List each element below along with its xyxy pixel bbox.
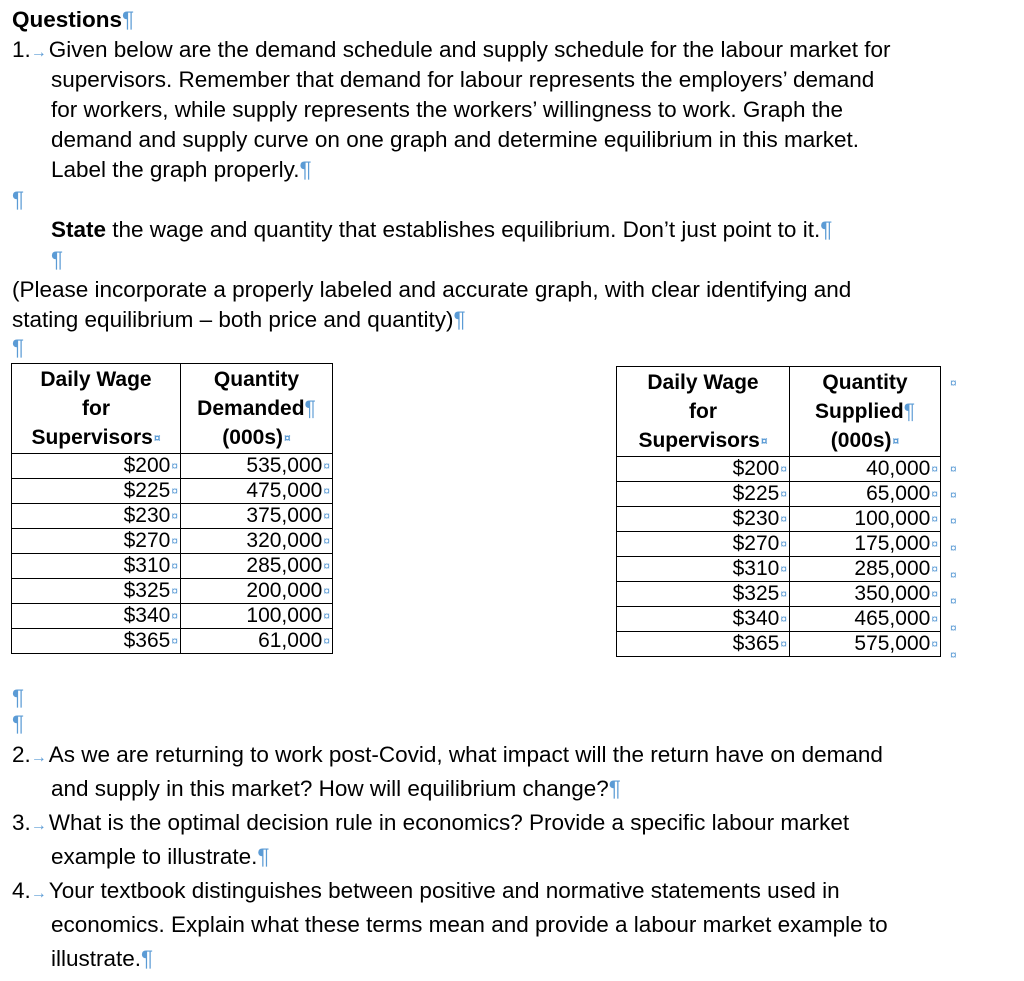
cell-end-mark: ¤ — [153, 431, 161, 445]
supply-qty-cell — [790, 482, 941, 507]
demand-wage-cell — [12, 579, 181, 604]
qty-value: 175,000 — [854, 532, 931, 555]
cell-end-mark: ¤ — [171, 634, 178, 648]
qty-value: 475,000 — [246, 479, 323, 502]
pilcrow-mark: ¶ — [820, 217, 833, 242]
cell-end-mark: ¤ — [931, 562, 938, 576]
wage-value: $225 — [123, 479, 171, 502]
table-row — [617, 582, 941, 607]
demand-qty-cell — [181, 504, 333, 529]
cell-end-mark: ¤ — [171, 609, 178, 623]
heading-text: Questions — [12, 7, 123, 32]
cell-end-mark: ¤ — [931, 637, 938, 651]
table-row — [12, 604, 333, 629]
cell-end-mark: ¤ — [780, 637, 787, 651]
qty-value: 65,000 — [866, 482, 931, 505]
pilcrow-mark: ¶ — [608, 776, 621, 801]
wage-value: $340 — [123, 604, 171, 627]
header-line: Supervisors — [638, 429, 760, 452]
wage-value: $200 — [123, 454, 171, 477]
demand-wage-cell — [12, 529, 181, 554]
pilcrow-mark: ¶ — [903, 400, 915, 423]
demand-qty-cell — [181, 604, 333, 629]
q3-text-2: example to illustrate. — [51, 844, 258, 869]
q1-line-1 — [12, 35, 891, 68]
wage-value: $325 — [123, 579, 171, 602]
cell-end-mark: ¤ — [284, 431, 291, 445]
supply-qty-cell — [790, 632, 941, 657]
supply-qty-cell — [790, 582, 941, 607]
q4-text-1: Your textbook distinguishes between positive and normative statements used in — [48, 878, 840, 903]
demand-wage-cell — [12, 504, 181, 529]
q4-text-2: economics. Explain what these terms mean and provide a labour market example to — [51, 912, 888, 937]
q4-text-3: illustrate. — [51, 946, 142, 971]
empty-paragraph — [12, 333, 24, 363]
q2-number: 2. — [12, 742, 31, 767]
q3-number: 3. — [12, 810, 31, 835]
supply-qty-cell — [790, 607, 941, 632]
wage-value: $230 — [123, 504, 171, 527]
q3-line-1 — [12, 808, 849, 841]
supply-qty-header — [790, 367, 941, 457]
demand-wage-header — [12, 364, 181, 454]
cell-end-mark: ¤ — [323, 634, 330, 648]
row-end-mark: ¤ — [950, 621, 957, 635]
header-line: Supplied — [815, 400, 904, 423]
q1-text-2: supervisors. Remember that demand for labour represents the employers’ demand — [51, 67, 875, 92]
cell-end-mark: ¤ — [171, 584, 178, 598]
supply-wage-cell — [617, 632, 790, 657]
cell-end-mark: ¤ — [323, 559, 330, 573]
tab-arrow-icon: → — [30, 885, 47, 902]
q4-line-2 — [51, 910, 888, 940]
qty-value: 285,000 — [854, 557, 931, 580]
q1-line-2 — [51, 65, 874, 95]
q2-text-2: and supply in this market? How will equilibrium change? — [51, 776, 609, 801]
qty-value: 200,000 — [246, 579, 323, 602]
cell-end-mark: ¤ — [931, 487, 938, 501]
header-line: Quantity — [213, 368, 300, 391]
demand-qty-cell — [181, 554, 333, 579]
supply-wage-cell — [617, 607, 790, 632]
q2-line-2 — [51, 774, 621, 804]
supply-wage-cell — [617, 557, 790, 582]
table-header-row — [12, 364, 333, 454]
header-line: for — [689, 400, 717, 423]
q3-text-1: What is the optimal decision rule in economics? Provide a specific labour market — [48, 810, 850, 835]
demand-wage-cell — [12, 554, 181, 579]
table-row — [12, 479, 333, 504]
cell-end-mark: ¤ — [780, 537, 787, 551]
cell-end-mark: ¤ — [931, 462, 938, 476]
qty-value: 61,000 — [258, 629, 323, 652]
cell-end-mark: ¤ — [931, 512, 938, 526]
demand-qty-header — [181, 364, 333, 454]
q1-line-4 — [51, 125, 859, 155]
qty-value: 100,000 — [246, 604, 323, 627]
q1-text-1: Given below are the demand schedule and supply schedule for the labour market for — [48, 37, 891, 62]
supply-qty-cell — [790, 557, 941, 582]
q1-note-text-1: (Please incorporate a properly labeled and accurate graph, with clear identifying and — [12, 277, 852, 302]
q3-line-2 — [51, 842, 269, 872]
cell-end-mark: ¤ — [171, 559, 178, 573]
pilcrow-mark: ¶ — [12, 685, 25, 710]
q1-text-3: for workers, while supply represents the workers’ willingness to work. Graph the — [51, 97, 843, 122]
empty-paragraph — [12, 185, 24, 215]
pilcrow-mark: ¶ — [12, 711, 25, 736]
cell-end-mark: ¤ — [171, 509, 178, 523]
tab-arrow-icon: → — [30, 44, 47, 61]
demand-schedule-table — [11, 363, 333, 654]
header-line: Daily Wage — [40, 368, 152, 391]
header-line: (000s) — [222, 426, 283, 449]
demand-wage-cell — [12, 454, 181, 479]
table-row — [617, 482, 941, 507]
table-row — [617, 457, 941, 482]
table-row — [12, 554, 333, 579]
pilcrow-mark: ¶ — [299, 157, 312, 182]
qty-value: 285,000 — [246, 554, 323, 577]
supply-wage-cell — [617, 532, 790, 557]
q1-note-text-2: stating equilibrium – both price and quantity) — [12, 307, 454, 332]
cell-end-mark: ¤ — [780, 512, 787, 526]
supply-wage-cell — [617, 482, 790, 507]
cell-end-mark: ¤ — [760, 434, 768, 448]
supply-wage-cell — [617, 582, 790, 607]
row-end-mark: ¤ — [950, 568, 957, 582]
header-line: for — [82, 397, 110, 420]
pilcrow-mark: ¶ — [122, 7, 135, 32]
q4-line-3 — [51, 944, 153, 974]
cell-end-mark: ¤ — [323, 609, 330, 623]
demand-qty-cell — [181, 479, 333, 504]
cell-end-mark: ¤ — [171, 534, 178, 548]
wage-value: $200 — [732, 457, 780, 480]
q1-number: 1. — [12, 37, 31, 62]
row-end-mark: ¤ — [950, 376, 957, 390]
empty-paragraph — [51, 245, 63, 275]
pilcrow-mark: ¶ — [257, 844, 270, 869]
cell-end-mark: ¤ — [323, 534, 330, 548]
q4-number: 4. — [12, 878, 31, 903]
empty-paragraph — [12, 709, 24, 739]
cell-end-mark: ¤ — [780, 562, 787, 576]
pilcrow-mark: ¶ — [51, 247, 64, 272]
qty-value: 100,000 — [854, 507, 931, 530]
qty-value: 535,000 — [246, 454, 323, 477]
qty-value: 350,000 — [854, 582, 931, 605]
qty-value: 375,000 — [246, 504, 323, 527]
table-row — [12, 579, 333, 604]
q1-text-5: Label the graph properly. — [51, 157, 300, 182]
demand-qty-cell — [181, 529, 333, 554]
row-end-mark: ¤ — [950, 648, 957, 662]
table-row — [617, 557, 941, 582]
demand-qty-cell — [181, 629, 333, 654]
table-row — [12, 504, 333, 529]
supply-wage-header — [617, 367, 790, 457]
demand-wage-cell — [12, 479, 181, 504]
table-row — [617, 532, 941, 557]
q1-note-line-2 — [12, 305, 466, 335]
wage-value: $230 — [732, 507, 780, 530]
supply-schedule-table — [616, 366, 941, 657]
supply-wage-cell — [617, 457, 790, 482]
document-heading — [12, 5, 134, 35]
header-line: Demanded — [197, 397, 305, 420]
demand-wage-cell — [12, 604, 181, 629]
tab-arrow-icon: → — [30, 817, 47, 834]
cell-end-mark: ¤ — [171, 484, 178, 498]
q4-line-1 — [12, 876, 840, 909]
cell-end-mark: ¤ — [892, 434, 900, 448]
q1-state-bold: State — [51, 217, 107, 242]
cell-end-mark: ¤ — [780, 587, 787, 601]
q1-state-line — [51, 215, 832, 245]
table-header-row — [617, 367, 941, 457]
wage-value: $310 — [123, 554, 171, 577]
cell-end-mark: ¤ — [323, 509, 330, 523]
row-end-mark: ¤ — [950, 462, 957, 476]
table-row — [617, 632, 941, 657]
pilcrow-mark: ¶ — [12, 187, 25, 212]
table-row — [12, 529, 333, 554]
row-end-mark: ¤ — [950, 594, 957, 608]
supply-qty-cell — [790, 457, 941, 482]
wage-value: $365 — [123, 629, 171, 652]
cell-end-mark: ¤ — [323, 584, 330, 598]
q1-text-4: demand and supply curve on one graph and determine equilibrium in this market. — [51, 127, 859, 152]
cell-end-mark: ¤ — [931, 537, 938, 551]
wage-value: $325 — [732, 582, 780, 605]
pilcrow-mark: ¶ — [12, 335, 25, 360]
q1-line-3 — [51, 95, 843, 125]
q1-note-line-1 — [12, 275, 851, 305]
qty-value: 40,000 — [866, 457, 931, 480]
supply-wage-cell — [617, 507, 790, 532]
wage-value: $365 — [732, 632, 780, 655]
demand-qty-cell — [181, 454, 333, 479]
supply-qty-cell — [790, 532, 941, 557]
cell-end-mark: ¤ — [780, 487, 787, 501]
wage-value: $270 — [123, 529, 171, 552]
row-end-mark: ¤ — [950, 488, 957, 502]
tab-arrow-icon: → — [30, 749, 47, 766]
table-row — [12, 454, 333, 479]
cell-end-mark: ¤ — [931, 587, 938, 601]
cell-end-mark: ¤ — [780, 612, 787, 626]
cell-end-mark: ¤ — [931, 612, 938, 626]
q2-line-1 — [12, 740, 883, 773]
cell-end-mark: ¤ — [780, 462, 787, 476]
cell-end-mark: ¤ — [171, 459, 178, 473]
cell-end-mark: ¤ — [323, 459, 330, 473]
demand-qty-cell — [181, 579, 333, 604]
wage-value: $310 — [732, 557, 780, 580]
row-end-mark: ¤ — [950, 541, 957, 555]
table-row — [617, 507, 941, 532]
row-end-mark: ¤ — [950, 514, 957, 528]
table-row — [12, 629, 333, 654]
supply-qty-cell — [790, 507, 941, 532]
cell-end-mark: ¤ — [323, 484, 330, 498]
qty-value: 320,000 — [246, 529, 323, 552]
q1-state-rest: the wage and quantity that establishes equilibrium. Don’t just point to it. — [106, 217, 821, 242]
pilcrow-mark: ¶ — [141, 946, 154, 971]
qty-value: 465,000 — [854, 607, 931, 630]
wage-value: $225 — [732, 482, 780, 505]
q2-text-1: As we are returning to work post-Covid, what impact will the return have on demand — [48, 742, 883, 767]
pilcrow-mark: ¶ — [304, 397, 316, 420]
wage-value: $340 — [732, 607, 780, 630]
demand-wage-cell — [12, 629, 181, 654]
wage-value: $270 — [732, 532, 780, 555]
header-line: Quantity — [822, 371, 908, 394]
pilcrow-mark: ¶ — [453, 307, 466, 332]
table-row — [617, 607, 941, 632]
q1-line-5 — [51, 155, 312, 185]
qty-value: 575,000 — [854, 632, 931, 655]
header-line: Supervisors — [31, 426, 153, 449]
header-line: (000s) — [830, 429, 892, 452]
header-line: Daily Wage — [647, 371, 759, 394]
